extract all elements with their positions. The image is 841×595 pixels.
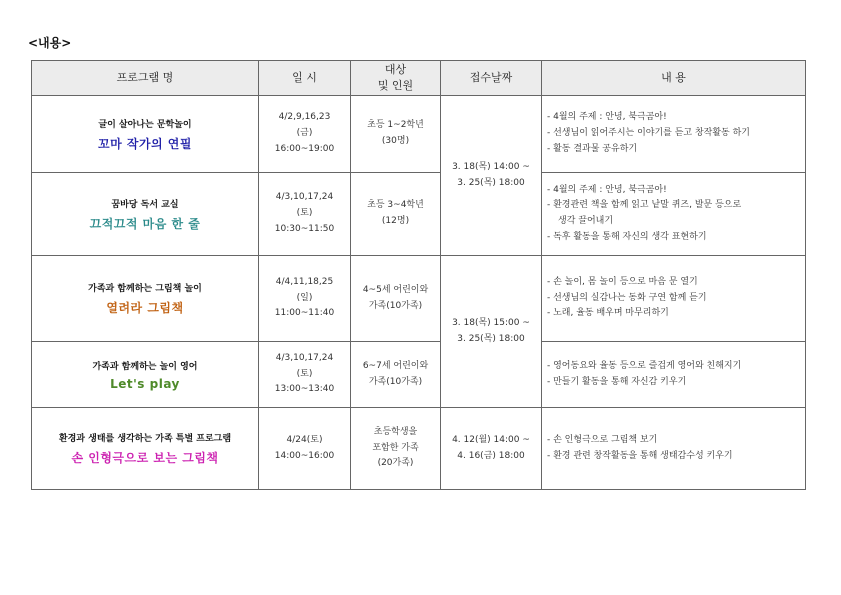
program-title: 끄적끄적 마음 한 줄 bbox=[89, 216, 201, 231]
reception-cell bbox=[441, 96, 542, 256]
header-date: 일 시 bbox=[259, 61, 351, 96]
content-line: - 만들기 활동을 통해 자신감 키우기 bbox=[547, 376, 687, 387]
program-title: Let's play bbox=[110, 376, 180, 391]
content-cell bbox=[542, 408, 806, 490]
target-group: 4~5세 어린이와 bbox=[362, 284, 429, 295]
header-target-line2: 및 인원 bbox=[377, 79, 414, 92]
reception-cell bbox=[441, 408, 542, 490]
table-row bbox=[32, 256, 806, 342]
content-line: - 손 놀이, 몸 놀이 등으로 마음 문 열기 bbox=[547, 276, 698, 287]
content-cell bbox=[542, 342, 806, 408]
target-count: 가족(10가족) bbox=[368, 376, 423, 387]
section-heading: <내용> bbox=[28, 36, 72, 50]
target-cell bbox=[351, 173, 441, 256]
date-time: 14:00~16:00 bbox=[274, 450, 335, 461]
reception-start: 3. 18(목) 15:00 ~ bbox=[452, 317, 530, 328]
program-title: 꼬마 작가의 연필 bbox=[97, 136, 192, 151]
program-name-cell bbox=[32, 173, 259, 256]
content-cell bbox=[542, 173, 806, 256]
date-time: 13:00~13:40 bbox=[274, 384, 335, 395]
target-group: 초등 1~2학년 bbox=[367, 120, 424, 131]
content-line: - 선생님이 읽어주시는 이야기를 듣고 창작활동 하기 bbox=[547, 128, 750, 139]
content-line: - 영어동요와 율동 등으로 즐겁게 영어와 친해지기 bbox=[547, 360, 742, 371]
date-cell bbox=[259, 408, 351, 490]
reception-end: 4. 16(금) 18:00 bbox=[457, 450, 525, 461]
date-time: 10:30~11:50 bbox=[274, 223, 335, 234]
program-name-cell bbox=[32, 408, 259, 490]
content-line: - 4월의 주제 : 안녕, 북극곰아! bbox=[547, 112, 667, 123]
date-cell bbox=[259, 342, 351, 408]
content-line: - 손 인형극으로 그림책 보기 bbox=[547, 434, 658, 445]
date-time: 11:00~11:40 bbox=[274, 308, 335, 319]
content-line: - 환경 관련 창작활동을 통해 생태감수성 키우기 bbox=[547, 450, 733, 461]
program-subtitle: 환경과 생태를 생각하는 가족 특별 프로그램 bbox=[58, 434, 232, 444]
date-day: 4/24(토) bbox=[286, 434, 323, 445]
date-weekday: (토) bbox=[296, 368, 313, 379]
date-weekday: (토) bbox=[296, 208, 313, 219]
program-name-cell bbox=[32, 342, 259, 408]
program-subtitle: 가족과 함께하는 그림책 놀이 bbox=[88, 284, 202, 294]
target-cell bbox=[351, 408, 441, 490]
table-row bbox=[32, 342, 806, 408]
date-time: 16:00~19:00 bbox=[274, 143, 335, 154]
header-content: 내 용 bbox=[542, 61, 806, 96]
target-count: (30명) bbox=[381, 136, 410, 146]
content-cell bbox=[542, 96, 806, 173]
program-name-cell bbox=[32, 256, 259, 342]
table-row bbox=[32, 96, 806, 173]
target-group: 초등학생을 bbox=[373, 426, 418, 437]
target-count: (12명) bbox=[381, 216, 410, 226]
date-weekday: (금) bbox=[296, 128, 313, 139]
program-table bbox=[31, 60, 806, 490]
program-title: 열려라 그림책 bbox=[106, 301, 184, 315]
target-cell bbox=[351, 342, 441, 408]
target-count: 가족(10가족) bbox=[368, 300, 423, 311]
date-days: 4/4,11,18,25 bbox=[275, 276, 334, 287]
date-cell bbox=[259, 173, 351, 256]
target-group: 초등 3~4학년 bbox=[367, 200, 424, 211]
content-line: - 독후 활동을 통해 자신의 생각 표현하기 bbox=[547, 231, 707, 242]
content-line: - 선생님의 실감나는 동화 구연 함께 듣기 bbox=[547, 292, 707, 303]
reception-cell bbox=[441, 256, 542, 408]
content-line: - 4월의 주제 : 안녕, 북극곰아! bbox=[547, 184, 667, 195]
target-cell bbox=[351, 96, 441, 173]
reception-end: 3. 25(목) 18:00 bbox=[457, 177, 525, 188]
reception-start: 3. 18(목) 14:00 ~ bbox=[452, 161, 530, 172]
date-days: 4/2,9,16,23 bbox=[278, 112, 331, 123]
program-subtitle: 글이 살아나는 문학놀이 bbox=[98, 119, 192, 130]
target-count: (20가족) bbox=[377, 458, 414, 469]
target-group: 6~7세 어린이와 bbox=[362, 360, 429, 371]
header-reception: 접수날짜 bbox=[441, 61, 542, 96]
date-days: 4/3,10,17,24 bbox=[275, 352, 334, 363]
reception-end: 3. 25(목) 18:00 bbox=[457, 333, 525, 344]
program-subtitle: 가족과 함께하는 놀이 영어 bbox=[92, 361, 198, 372]
program-subtitle: 꿈바당 독서 교실 bbox=[111, 199, 179, 210]
content-line: - 환경관련 책을 함께 읽고 낱말 퀴즈, 발문 등으로 bbox=[547, 200, 742, 211]
content-cell bbox=[542, 256, 806, 342]
program-name-cell bbox=[32, 96, 259, 173]
table-header-row bbox=[32, 61, 806, 96]
table-row bbox=[32, 173, 806, 256]
header-program: 프로그램 명 bbox=[32, 61, 259, 96]
content-line: 생각 끌어내기 bbox=[558, 216, 614, 226]
header-target bbox=[351, 61, 441, 96]
target-group: 포함한 가족 bbox=[372, 442, 419, 453]
date-cell bbox=[259, 96, 351, 173]
content-line: - 활동 결과물 공유하기 bbox=[547, 143, 638, 154]
date-weekday: (일) bbox=[296, 292, 313, 303]
table-row bbox=[32, 408, 806, 490]
date-cell bbox=[259, 256, 351, 342]
header-target-line1: 대상 bbox=[384, 63, 407, 77]
program-title: 손 인형극으로 보는 그림책 bbox=[71, 451, 219, 465]
content-line: - 노래, 율동 배우며 마무리하기 bbox=[547, 308, 669, 319]
reception-start: 4. 12(월) 14:00 ~ bbox=[452, 434, 530, 445]
date-days: 4/3,10,17,24 bbox=[275, 192, 334, 203]
target-cell bbox=[351, 256, 441, 342]
